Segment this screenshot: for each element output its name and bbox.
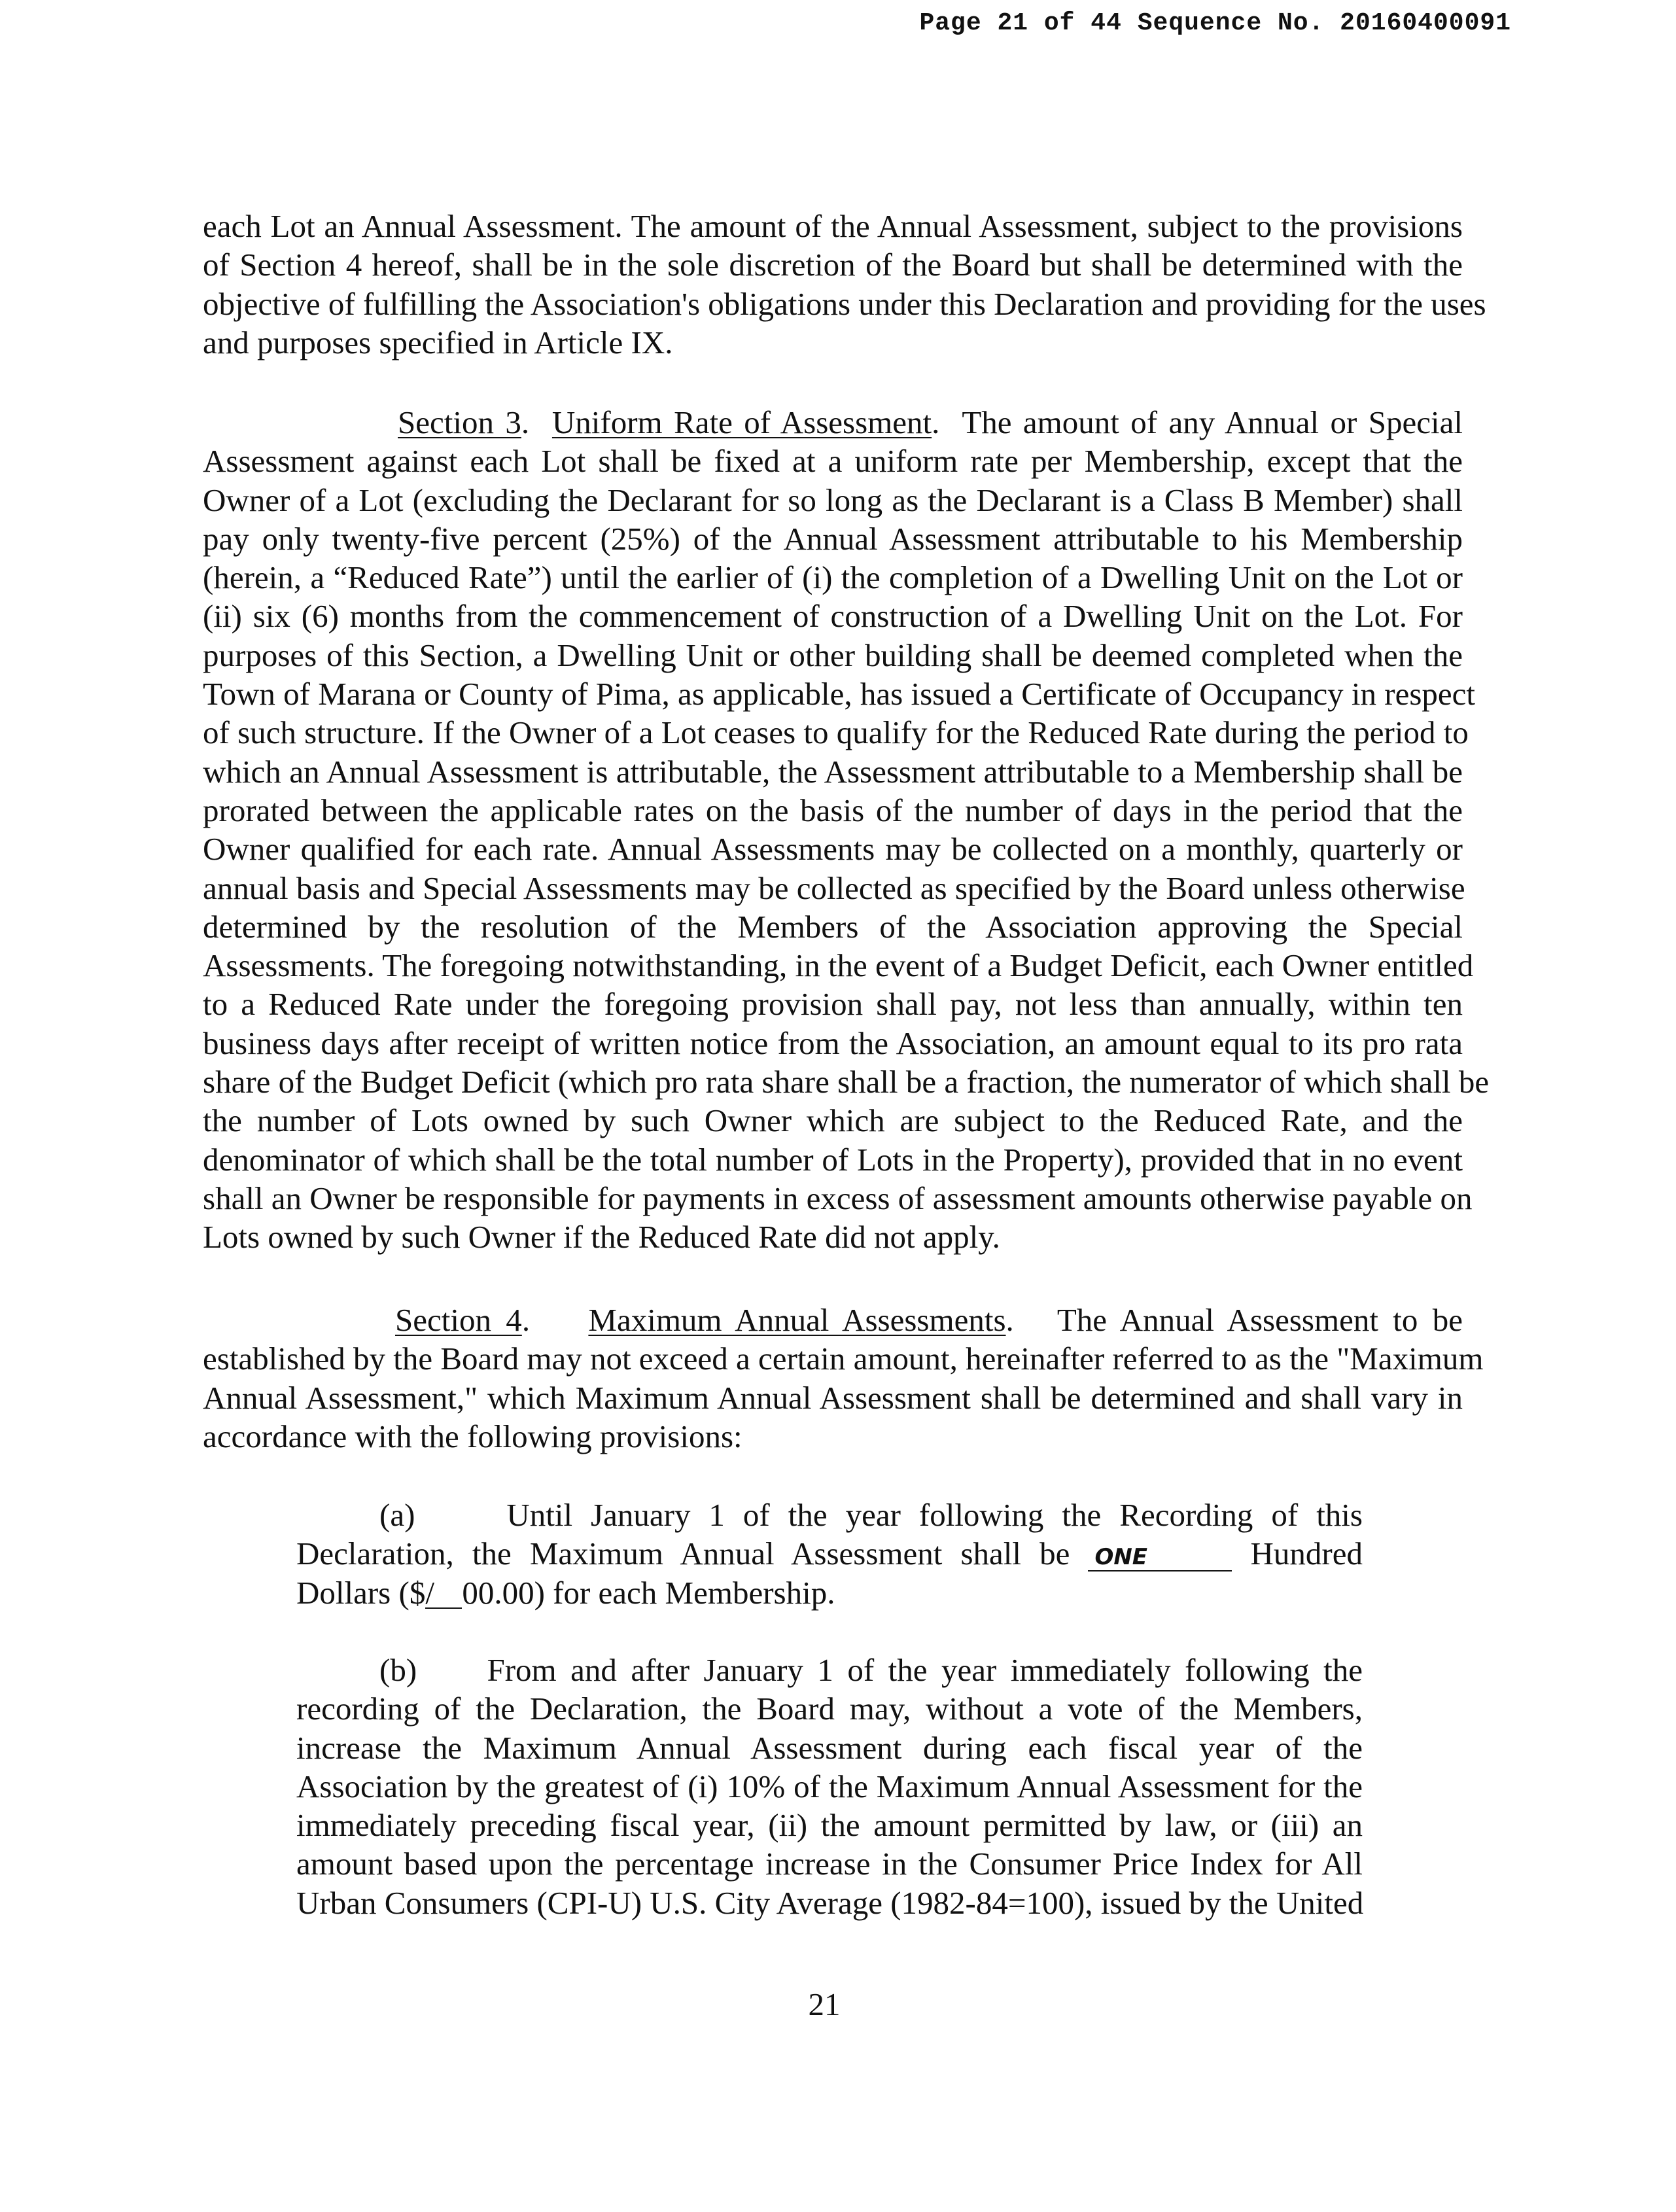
section-3-line: the number of Lots owned by such Owner which are subject to the Reduced Rate, and the bbox=[203, 1102, 1463, 1139]
subsection-b bbox=[296, 1651, 1363, 1922]
section-3-line: denominator of which shall be the total number of Lots in the Property), provided that in no event bbox=[203, 1141, 1463, 1178]
section-3-line: purposes of this Section, a Dwelling Unit or other building shall be deemed completed when the bbox=[203, 637, 1463, 673]
section-3 bbox=[203, 403, 1490, 1257]
section-3-heading-line: Section 3. Uniform Rate of Assessment. The amount of any Annual or Special bbox=[398, 404, 1463, 440]
section-3-label: Section 3 bbox=[398, 404, 521, 440]
subsection-a-line bbox=[296, 1496, 1363, 1534]
paragraph-line: and purposes specified in Article IX. bbox=[203, 324, 673, 360]
section-3-line: (herein, a “Reduced Rate”) until the earlier of (i) the completion of a Dwelling Unit on the Lot or bbox=[203, 559, 1463, 596]
subsection-b-marker: (b) bbox=[379, 1652, 417, 1688]
paragraph-annual-assessment bbox=[203, 207, 1486, 362]
subsection-a-first-text: Until January 1 of the year following the Recording of this bbox=[506, 1497, 1363, 1533]
subsection-a-text: Dollars ($ bbox=[296, 1574, 426, 1611]
section-3-line: Owner qualified for each rate. Annual Assessments may be collected on a monthly, quarterly or bbox=[203, 831, 1463, 868]
subsection-b-first-text: From and after January 1 of the year immediately following the bbox=[487, 1652, 1363, 1688]
section-3-title: Uniform Rate of Assessment bbox=[551, 404, 932, 440]
subsection-b-line: amount based upon the percentage increase in the Consumer Price Index for All bbox=[296, 1846, 1363, 1882]
paragraph-line: each Lot an Annual Assessment. The amount of the Annual Assessment, subject to the provisions bbox=[203, 208, 1463, 244]
section-3-line: Town of Marana or County of Pima, as applicable, has issued a Certificate of Occupancy in respect bbox=[203, 676, 1476, 712]
handwritten-amount-field: ONE bbox=[1088, 1544, 1232, 1571]
section-4-heading-line: Section 4. Maximum Annual Assessments. The Annual Assessment to be bbox=[395, 1302, 1463, 1338]
subsection-a bbox=[296, 1496, 1363, 1612]
section-4 bbox=[203, 1301, 1484, 1456]
section-3-line: Assessments. The foregoing notwithstanding, in the event of a Budget Deficit, each Owner entitled bbox=[203, 947, 1474, 984]
section-4-label: Section 4 bbox=[395, 1302, 522, 1338]
section-3-line: business days after receipt of written notice from the Association, an amount equal to its pro rata bbox=[203, 1025, 1463, 1061]
section-4-line: accordance with the following provisions: bbox=[203, 1418, 742, 1454]
subsection-a-line bbox=[296, 1534, 1363, 1573]
section-3-line: pay only twenty-five percent (25%) of the Annual Assessment attributable to his Membership bbox=[203, 520, 1463, 557]
paragraph-line: objective of fulfilling the Association's obligations under this Declaration and providing for the uses bbox=[203, 285, 1486, 322]
page-number: 21 bbox=[808, 1986, 841, 2022]
section-3-line: (ii) six (6) months from the commencement of construction of a Dwelling Unit on the Lot. For bbox=[203, 598, 1463, 635]
subsection-a-line bbox=[296, 1573, 1363, 1612]
subsection-a-text: Declaration, the Maximum Annual Assessment shall be bbox=[296, 1536, 1070, 1572]
section-4-title: Maximum Annual Assessments bbox=[588, 1302, 1006, 1338]
section-3-line: which an Annual Assessment is attributable, the Assessment attributable to a Membership shall be bbox=[203, 753, 1463, 790]
section-3-line: prorated between the applicable rates on the basis of the number of days in the period that the bbox=[203, 792, 1463, 828]
section-3-line: Assessment against each Lot shall be fixed at a uniform rate per Membership, except that the bbox=[203, 443, 1463, 480]
subsection-a-marker: (a) bbox=[379, 1497, 415, 1533]
handwritten-digit-field: / bbox=[425, 1579, 462, 1609]
section-3-line: determined by the resolution of the Members of the Association approving the Special bbox=[203, 908, 1463, 945]
section-4-line: established by the Board may not exceed a certain amount, hereinafter referred to as the "Maximum bbox=[203, 1341, 1484, 1377]
subsection-a-text: Hundred bbox=[1250, 1536, 1363, 1572]
paragraph-line: of Section 4 hereof, shall be in the sole discretion of the Board but shall be determined with the bbox=[203, 247, 1463, 283]
section-3-line: share of the Budget Deficit (which pro rata share shall be a fraction, the numerator of which shall be bbox=[203, 1064, 1490, 1100]
section-4-first-text: The Annual Assessment to be bbox=[1056, 1302, 1463, 1338]
section-3-line: shall an Owner be responsible for payments in excess of assessment amounts otherwise payable on bbox=[203, 1180, 1473, 1216]
subsection-b-line: Urban Consumers (CPI-U) U.S. City Average (1982-84=100), issued by the United bbox=[296, 1884, 1364, 1921]
section-3-line: of such structure. If the Owner of a Lot ceases to qualify for the Reduced Rate during the period to bbox=[203, 714, 1469, 751]
section-3-first-text: The amount of any Annual or Special bbox=[962, 404, 1463, 440]
section-3-line: Lots owned by such Owner if the Reduced Rate did not apply. bbox=[203, 1219, 1000, 1255]
subsection-b-line: recording of the Declaration, the Board may, without a vote of the Members, bbox=[296, 1691, 1363, 1727]
section-4-line: Annual Assessment," which Maximum Annual Assessment shall be determined and shall vary in bbox=[203, 1379, 1463, 1416]
subsection-b-line: Association by the greatest of (i) 10% of the Maximum Annual Assessment for the bbox=[296, 1768, 1363, 1804]
subsection-b-line: immediately preceding fiscal year, (ii) the amount permitted by law, or (iii) an bbox=[296, 1807, 1363, 1844]
section-3-line: to a Reduced Rate under the foregoing provision shall pay, not less than annually, within ten bbox=[203, 986, 1463, 1023]
section-3-line: Owner of a Lot (excluding the Declarant for so long as the Declarant is a Class B Member) shall bbox=[203, 482, 1463, 518]
subsection-a-text: 00.00) for each Membership. bbox=[462, 1574, 835, 1611]
section-3-line: annual basis and Special Assessments may be collected as specified by the Board unless otherwise bbox=[203, 869, 1465, 906]
subsection-b-line bbox=[296, 1651, 1363, 1689]
page-header-sequence: Page 21 of 44 Sequence No. 20160400091 bbox=[919, 9, 1511, 37]
subsection-b-line: increase the Maximum Annual Assessment during each fiscal year of the bbox=[296, 1729, 1363, 1766]
